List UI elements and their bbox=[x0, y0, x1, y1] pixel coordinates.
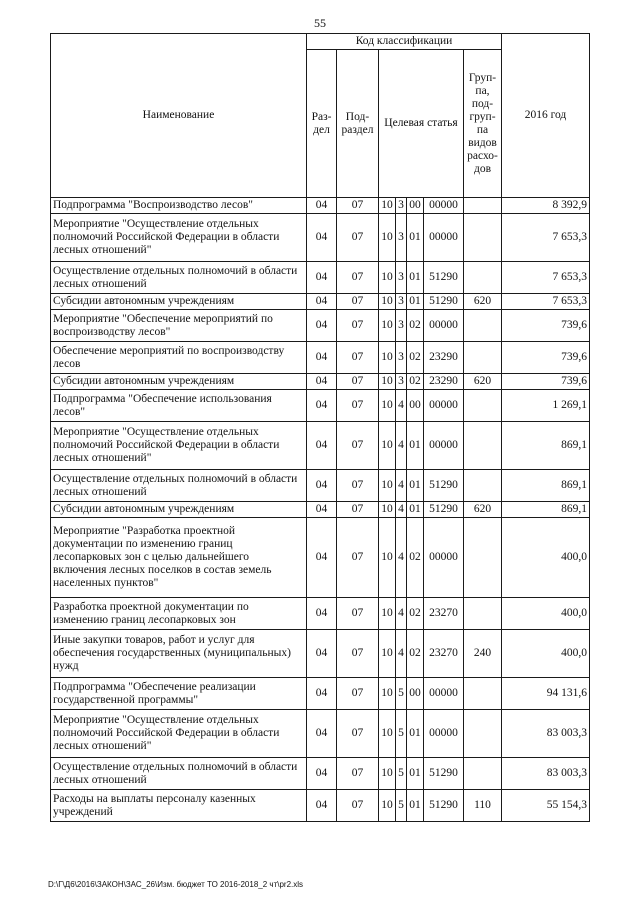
row-target-event: 01 bbox=[407, 214, 424, 262]
row-subsection: 07 bbox=[337, 790, 379, 822]
row-amount: 94 131,6 bbox=[502, 678, 590, 710]
row-expense-type bbox=[464, 214, 502, 262]
row-section: 04 bbox=[307, 470, 337, 502]
row-expense-type: 240 bbox=[464, 630, 502, 678]
row-target-program: 10 bbox=[379, 470, 396, 502]
row-target-program: 10 bbox=[379, 790, 396, 822]
row-subsection: 07 bbox=[337, 262, 379, 294]
row-target-direction: 23270 bbox=[424, 598, 464, 630]
row-target-program: 10 bbox=[379, 518, 396, 598]
row-target-subprogram: 5 bbox=[396, 710, 407, 758]
row-section: 04 bbox=[307, 294, 337, 310]
row-subsection: 07 bbox=[337, 214, 379, 262]
row-target-direction: 00000 bbox=[424, 390, 464, 422]
table-row bbox=[51, 310, 590, 342]
row-target-direction: 23290 bbox=[424, 342, 464, 374]
row-name: Разработка проектной документации по изменению границ лесопарковых зон bbox=[51, 598, 307, 630]
row-expense-type bbox=[464, 262, 502, 294]
row-name: Субсидии автономным учреждениям bbox=[51, 374, 307, 390]
row-amount: 400,0 bbox=[502, 518, 590, 598]
row-amount: 739,6 bbox=[502, 342, 590, 374]
row-name: Осуществление отдельных полномочий в области лесных отношений bbox=[51, 758, 307, 790]
row-target-event: 00 bbox=[407, 198, 424, 214]
row-expense-type bbox=[464, 678, 502, 710]
row-amount: 7 653,3 bbox=[502, 294, 590, 310]
row-target-program: 10 bbox=[379, 598, 396, 630]
row-target-program: 10 bbox=[379, 214, 396, 262]
row-section: 04 bbox=[307, 374, 337, 390]
row-target-subprogram: 4 bbox=[396, 598, 407, 630]
row-target-subprogram: 5 bbox=[396, 678, 407, 710]
row-name: Субсидии автономным учреждениям bbox=[51, 294, 307, 310]
row-target-event: 02 bbox=[407, 374, 424, 390]
row-target-subprogram: 4 bbox=[396, 502, 407, 518]
row-target-program: 10 bbox=[379, 710, 396, 758]
row-amount: 400,0 bbox=[502, 630, 590, 678]
row-target-event: 01 bbox=[407, 790, 424, 822]
row-target-program: 10 bbox=[379, 310, 396, 342]
row-section: 04 bbox=[307, 198, 337, 214]
table-row bbox=[51, 710, 590, 758]
table-row bbox=[51, 390, 590, 422]
row-subsection: 07 bbox=[337, 374, 379, 390]
row-target-subprogram: 3 bbox=[396, 198, 407, 214]
row-subsection: 07 bbox=[337, 710, 379, 758]
table-row bbox=[51, 294, 590, 310]
row-target-event: 02 bbox=[407, 518, 424, 598]
row-name: Расходы на выплаты персоналу казенных учреждений bbox=[51, 790, 307, 822]
row-name: Мероприятие "Разработка проектной документации по изменению границ лесопарковых зон с целью дальнейшего включения лесных поселков в состав земель населенных пунктов" bbox=[51, 518, 307, 598]
table-row bbox=[51, 262, 590, 294]
row-target-subprogram: 3 bbox=[396, 294, 407, 310]
row-section: 04 bbox=[307, 710, 337, 758]
row-target-program: 10 bbox=[379, 678, 396, 710]
row-target-direction: 51290 bbox=[424, 262, 464, 294]
row-expense-type bbox=[464, 470, 502, 502]
row-target-subprogram: 4 bbox=[396, 518, 407, 598]
row-expense-type bbox=[464, 390, 502, 422]
row-target-program: 10 bbox=[379, 630, 396, 678]
row-name: Подпрограмма "Обеспечение использования лесов" bbox=[51, 390, 307, 422]
header-code-group: Код классификации bbox=[307, 34, 502, 50]
row-amount: 1 269,1 bbox=[502, 390, 590, 422]
row-section: 04 bbox=[307, 630, 337, 678]
table-row bbox=[51, 214, 590, 262]
row-target-event: 02 bbox=[407, 598, 424, 630]
row-subsection: 07 bbox=[337, 678, 379, 710]
row-name: Осуществление отдельных полномочий в области лесных отношений bbox=[51, 470, 307, 502]
header-expense-group: Груп- па, под- груп- па видов расхо- дов bbox=[464, 50, 502, 198]
header-subsection: Под- раздел bbox=[337, 50, 379, 198]
table-row bbox=[51, 630, 590, 678]
row-amount: 869,1 bbox=[502, 470, 590, 502]
row-expense-type bbox=[464, 198, 502, 214]
row-expense-type bbox=[464, 518, 502, 598]
row-section: 04 bbox=[307, 262, 337, 294]
row-section: 04 bbox=[307, 390, 337, 422]
row-target-direction: 00000 bbox=[424, 678, 464, 710]
row-target-subprogram: 3 bbox=[396, 374, 407, 390]
row-name: Субсидии автономным учреждениям bbox=[51, 502, 307, 518]
table-body bbox=[51, 198, 590, 822]
budget-table bbox=[50, 33, 590, 822]
row-target-program: 10 bbox=[379, 198, 396, 214]
row-target-subprogram: 4 bbox=[396, 630, 407, 678]
row-section: 04 bbox=[307, 518, 337, 598]
row-target-subprogram: 3 bbox=[396, 310, 407, 342]
row-target-event: 01 bbox=[407, 294, 424, 310]
row-subsection: 07 bbox=[337, 422, 379, 470]
table-row bbox=[51, 342, 590, 374]
row-amount: 83 003,3 bbox=[502, 710, 590, 758]
row-target-event: 01 bbox=[407, 710, 424, 758]
row-subsection: 07 bbox=[337, 342, 379, 374]
row-target-direction: 51290 bbox=[424, 470, 464, 502]
row-subsection: 07 bbox=[337, 470, 379, 502]
row-section: 04 bbox=[307, 214, 337, 262]
row-target-subprogram: 5 bbox=[396, 758, 407, 790]
row-subsection: 07 bbox=[337, 502, 379, 518]
row-name: Осуществление отдельных полномочий в области лесных отношений bbox=[51, 262, 307, 294]
row-expense-type: 620 bbox=[464, 374, 502, 390]
row-target-direction: 00000 bbox=[424, 198, 464, 214]
row-name: Мероприятие "Осуществление отдельных полномочий Российской Федерации в области лесных отношений" bbox=[51, 214, 307, 262]
row-expense-type: 620 bbox=[464, 502, 502, 518]
header-target-item: Целевая статья bbox=[379, 50, 464, 198]
row-name: Подпрограмма "Воспроизводство лесов" bbox=[51, 198, 307, 214]
row-target-event: 00 bbox=[407, 390, 424, 422]
row-target-event: 01 bbox=[407, 758, 424, 790]
row-target-direction: 23290 bbox=[424, 374, 464, 390]
row-amount: 83 003,3 bbox=[502, 758, 590, 790]
row-target-event: 02 bbox=[407, 310, 424, 342]
row-target-direction: 00000 bbox=[424, 422, 464, 470]
row-expense-type: 110 bbox=[464, 790, 502, 822]
row-target-direction: 23270 bbox=[424, 630, 464, 678]
row-subsection: 07 bbox=[337, 198, 379, 214]
row-name: Мероприятие "Осуществление отдельных полномочий Российской Федерации в области лесных отношений" bbox=[51, 710, 307, 758]
row-target-event: 01 bbox=[407, 470, 424, 502]
row-target-program: 10 bbox=[379, 502, 396, 518]
row-section: 04 bbox=[307, 758, 337, 790]
row-amount: 55 154,3 bbox=[502, 790, 590, 822]
row-target-direction: 00000 bbox=[424, 214, 464, 262]
row-target-subprogram: 5 bbox=[396, 790, 407, 822]
row-subsection: 07 bbox=[337, 294, 379, 310]
row-target-direction: 00000 bbox=[424, 710, 464, 758]
row-target-program: 10 bbox=[379, 262, 396, 294]
row-target-event: 01 bbox=[407, 262, 424, 294]
row-expense-type bbox=[464, 422, 502, 470]
row-subsection: 07 bbox=[337, 598, 379, 630]
row-amount: 7 653,3 bbox=[502, 214, 590, 262]
table-row bbox=[51, 198, 590, 214]
row-target-event: 01 bbox=[407, 502, 424, 518]
row-target-event: 02 bbox=[407, 342, 424, 374]
row-amount: 739,6 bbox=[502, 310, 590, 342]
row-target-event: 02 bbox=[407, 630, 424, 678]
table-row bbox=[51, 374, 590, 390]
row-target-program: 10 bbox=[379, 758, 396, 790]
row-amount: 869,1 bbox=[502, 502, 590, 518]
row-target-subprogram: 4 bbox=[396, 422, 407, 470]
row-expense-type: 620 bbox=[464, 294, 502, 310]
row-section: 04 bbox=[307, 678, 337, 710]
table-row bbox=[51, 678, 590, 710]
row-section: 04 bbox=[307, 310, 337, 342]
row-name: Обеспечение мероприятий по воспроизводству лесов bbox=[51, 342, 307, 374]
row-amount: 7 653,3 bbox=[502, 262, 590, 294]
header-section: Раз- дел bbox=[307, 50, 337, 198]
row-expense-type bbox=[464, 758, 502, 790]
row-section: 04 bbox=[307, 790, 337, 822]
row-subsection: 07 bbox=[337, 630, 379, 678]
row-amount: 869,1 bbox=[502, 422, 590, 470]
row-name: Мероприятие "Осуществление отдельных полномочий Российской Федерации в области лесных отношений" bbox=[51, 422, 307, 470]
row-section: 04 bbox=[307, 422, 337, 470]
row-target-subprogram: 4 bbox=[396, 470, 407, 502]
footer-file-path: D:\Г\Д6\2016\ЗАКОН\ЗАС_26\Изм. бюджет ТО 2016-2018_2 чт\pr2.xls bbox=[48, 880, 304, 889]
row-target-direction: 00000 bbox=[424, 518, 464, 598]
row-name: Мероприятие "Обеспечение мероприятий по воспроизводству лесов" bbox=[51, 310, 307, 342]
row-expense-type bbox=[464, 342, 502, 374]
header-name: Наименование bbox=[51, 34, 307, 198]
row-target-direction: 00000 bbox=[424, 310, 464, 342]
row-target-program: 10 bbox=[379, 294, 396, 310]
row-target-direction: 51290 bbox=[424, 758, 464, 790]
row-target-subprogram: 3 bbox=[396, 342, 407, 374]
table-row bbox=[51, 598, 590, 630]
row-subsection: 07 bbox=[337, 518, 379, 598]
table-row bbox=[51, 518, 590, 598]
row-section: 04 bbox=[307, 502, 337, 518]
row-target-subprogram: 3 bbox=[396, 262, 407, 294]
table-row bbox=[51, 502, 590, 518]
row-target-event: 00 bbox=[407, 678, 424, 710]
header-year: 2016 год bbox=[502, 34, 590, 198]
row-section: 04 bbox=[307, 342, 337, 374]
row-target-subprogram: 3 bbox=[396, 214, 407, 262]
row-amount: 400,0 bbox=[502, 598, 590, 630]
row-amount: 8 392,9 bbox=[502, 198, 590, 214]
row-subsection: 07 bbox=[337, 310, 379, 342]
row-expense-type bbox=[464, 710, 502, 758]
row-target-program: 10 bbox=[379, 390, 396, 422]
row-subsection: 07 bbox=[337, 758, 379, 790]
row-target-program: 10 bbox=[379, 374, 396, 390]
row-section: 04 bbox=[307, 598, 337, 630]
table-row bbox=[51, 422, 590, 470]
table-row bbox=[51, 470, 590, 502]
row-target-direction: 51290 bbox=[424, 294, 464, 310]
page-number: 55 bbox=[314, 16, 326, 30]
row-name: Подпрограмма "Обеспечение реализации государственной программы" bbox=[51, 678, 307, 710]
row-target-event: 01 bbox=[407, 422, 424, 470]
row-target-direction: 51290 bbox=[424, 790, 464, 822]
table-header bbox=[51, 34, 590, 198]
row-target-program: 10 bbox=[379, 342, 396, 374]
row-expense-type bbox=[464, 310, 502, 342]
row-target-subprogram: 4 bbox=[396, 390, 407, 422]
row-expense-type bbox=[464, 598, 502, 630]
row-target-program: 10 bbox=[379, 422, 396, 470]
row-name: Иные закупки товаров, работ и услуг для обеспечения государственных (муниципальных) нужд bbox=[51, 630, 307, 678]
row-amount: 739,6 bbox=[502, 374, 590, 390]
table-row bbox=[51, 758, 590, 790]
table-row bbox=[51, 790, 590, 822]
row-subsection: 07 bbox=[337, 390, 379, 422]
row-target-direction: 51290 bbox=[424, 502, 464, 518]
